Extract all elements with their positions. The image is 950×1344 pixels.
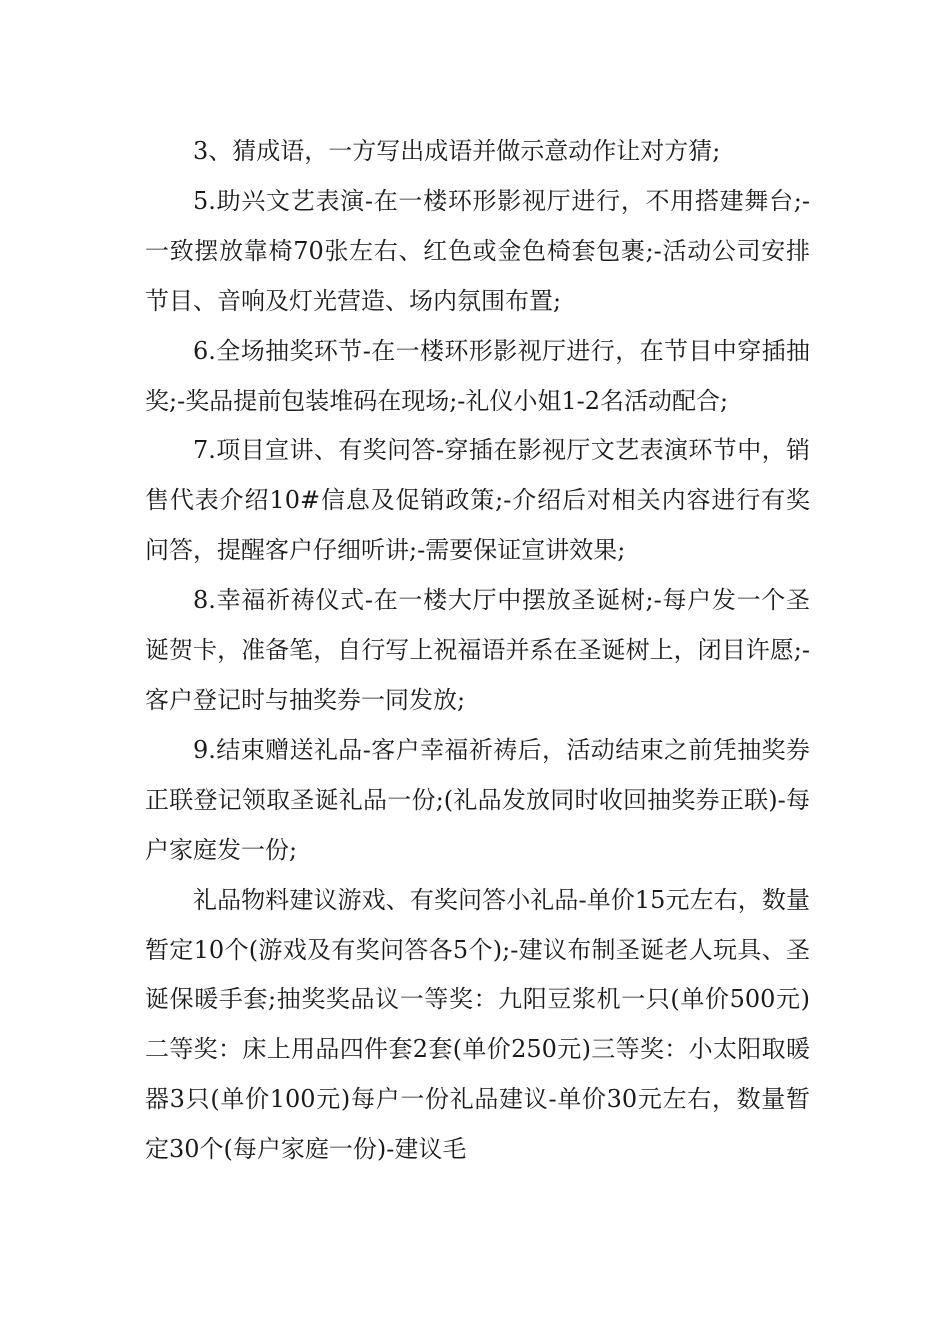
paragraph-closing-gifts: 9.结束赠送礼品-客户幸福祈祷后，活动结束之前凭抽奖券正联登记领取圣诞礼品一份;(礼品发放同时收回抽奖券正联)-每户家庭发一份; bbox=[145, 735, 810, 864]
paragraph-presentation-quiz: 7.项目宣讲、有奖问答-穿插在影视厅文艺表演环节中，销售代表介绍10#信息及促销政策;-介绍后对相关内容进行有奖问答，提醒客户仔细听讲;-需要保证宣讲效果; bbox=[145, 436, 810, 565]
paragraph-performance: 5.助兴文艺表演-在一楼环形影视厅进行，不用搭建舞台;-一致摆放靠椅70张左右、红色或金色椅套包裹;-活动公司安排节目、音响及灯光营造、场内氛围布置; bbox=[145, 186, 810, 315]
paragraph-gift-suggestions: 礼品物料建议游戏、有奖问答小礼品-单价15元左右，数量暂定10个(游戏及有奖问答各5个);-建议布制圣诞老人玩具、圣诞保暖手套;抽奖奖品议一等奖：九阳豆浆机一只(单价500元)二等奖：床上用品四件套2套(单价250元)三等奖：小太阳取暖器3只(单价100元)每户一份礼品建议-单价30元左右，数量暂定30个(每户家庭一份)-建议毛 bbox=[145, 885, 810, 1164]
paragraph-guess-idiom: 3、猜成语，一方写出成语并做示意动作让对方猜; bbox=[193, 137, 721, 165]
document-body bbox=[145, 127, 810, 1175]
paragraph-blessing-ceremony: 8.幸福祈祷仪式-在一楼大厅中摆放圣诞树;-每户发一个圣诞贺卡，准备笔，自行写上祝福语并系在圣诞树上，闭目许愿;-客户登记时与抽奖券一同发放; bbox=[145, 586, 810, 714]
paragraph-lottery: 6.全场抽奖环节-在一楼环形影视厅进行，在节目中穿插抽奖;-奖品提前包装堆码在现场;-礼仪小姐1-2名活动配合; bbox=[145, 336, 810, 415]
